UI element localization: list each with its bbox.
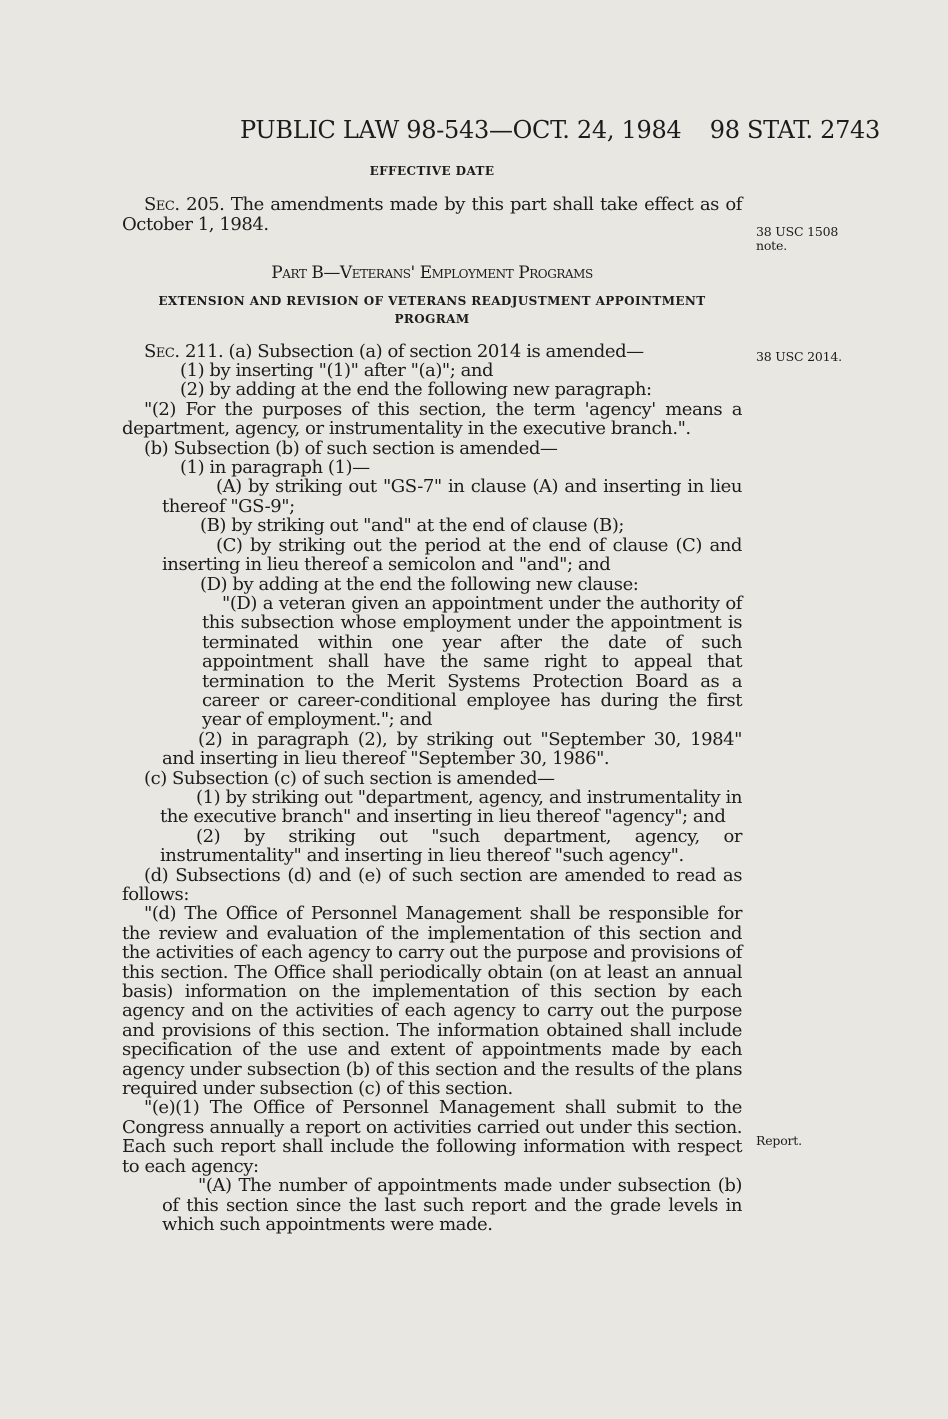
section-211-intro: Sec. 211. (a) Subsection (a) of section 2014 is amended— — [144, 340, 644, 362]
paragraph: (d) Subsections (d) and (e) of such section are amended to read as follows: — [122, 864, 742, 905]
paragraph: (b) Subsection (b) of such section is amended— — [144, 437, 558, 459]
quoted-clause-a: "(A) The number of appointments made under subsection (b) of this section since the last such report and the grade levels in which such appointments were made. — [162, 1175, 742, 1235]
paragraph: (D) by adding at the end the following new clause: — [200, 573, 639, 595]
paragraph: (2) in paragraph (2), by striking out "September 30, 1984" and inserting in lieu thereof "September 30, 1986". — [162, 728, 742, 770]
paragraph: (2) by striking out "such department, agency, or instrumentality" and inserting in lieu thereof "such agency". — [160, 825, 742, 867]
section-211-heading: EXTENSION AND REVISION OF VETERANS READJUSTMENT APPOINTMENT PROGRAM — [158, 293, 706, 326]
paragraph: (C) by striking out the period at the end of clause (C) and inserting in lieu thereof a semicolon and "and"; and — [162, 534, 742, 576]
paragraph: "(2) For the purposes of this section, the term 'agency' means a department, agency, or instrumentality in the executive branch.". — [122, 398, 742, 440]
statute-body — [122, 162, 742, 1234]
paragraph: (1) by striking out "department, agency, and instrumentality in the executive branch" and inserting in lieu thereof "agency"; and — [160, 786, 742, 828]
margin-note-38-usc-1508 — [756, 225, 838, 253]
section-205-body: 205. The amendments made by this part shall take effect as of October 1, 1984. — [122, 194, 742, 235]
margin-note-38-usc-2014: 38 USC 2014. — [756, 349, 842, 364]
margin-note-line: 38 USC 1508 — [756, 224, 839, 239]
margin-note-line: note. — [756, 238, 787, 253]
paragraph: (1) in paragraph (1)— — [180, 457, 370, 479]
paragraph: (1) by inserting "(1)" after "(a)"; and — [180, 360, 494, 382]
paragraph: (c) Subsection (c) of such section is amended— — [144, 767, 555, 789]
quoted-subsection-e: "(e)(1) The Office of Personnel Management shall submit to the Congress annually a report on activities carried out under this section. Each such report shall include the following information with respect to each agency: — [122, 1097, 742, 1177]
paragraph: (2) by adding at the end the following new paragraph: — [180, 379, 652, 401]
section-label: Sec. — [144, 194, 180, 216]
part-b-heading: Part B—Veterans' Employment Programs — [271, 263, 593, 284]
section-205-text — [122, 195, 742, 234]
running-header-title: PUBLIC LAW 98-543—OCT. 24, 1984 — [240, 116, 682, 144]
quoted-subsection-d: "(d) The Office of Personnel Management shall be responsible for the review and evaluation of the implementation of this section and the activities of each agency to carry out the purpose and provisions of this section. The Office shall periodically obtain (on at least an annual basis) information on the implementation of this section by each agency and on the activities of each agency to carry out the purpose and provisions of this section. The information obtained shall include specification of the use and extent of appointments made by each agency under subsection (b) of this section and the results of the plans required under subsection (c) of this section. — [122, 903, 742, 1100]
quoted-clause-d: "(D) a veteran given an appointment under the authority of this subsection whose employment under the appointment is terminated within one year after the date of such appointment shall have the same right to appeal that termination to the Merit Systems Protection Board as a career or career-conditional employee has during the first year of employment."; and — [202, 592, 742, 731]
paragraph: (A) by striking out "GS-7" in clause (A) and inserting in lieu thereof "GS-9"; — [162, 476, 742, 517]
margin-note-report: Report. — [756, 1133, 802, 1148]
running-header-page-number: 98 STAT. 2743 — [709, 116, 880, 144]
paragraph: (B) by striking out "and" at the end of clause (B); — [200, 515, 625, 537]
section-205-heading: EFFECTIVE DATE — [369, 164, 495, 178]
